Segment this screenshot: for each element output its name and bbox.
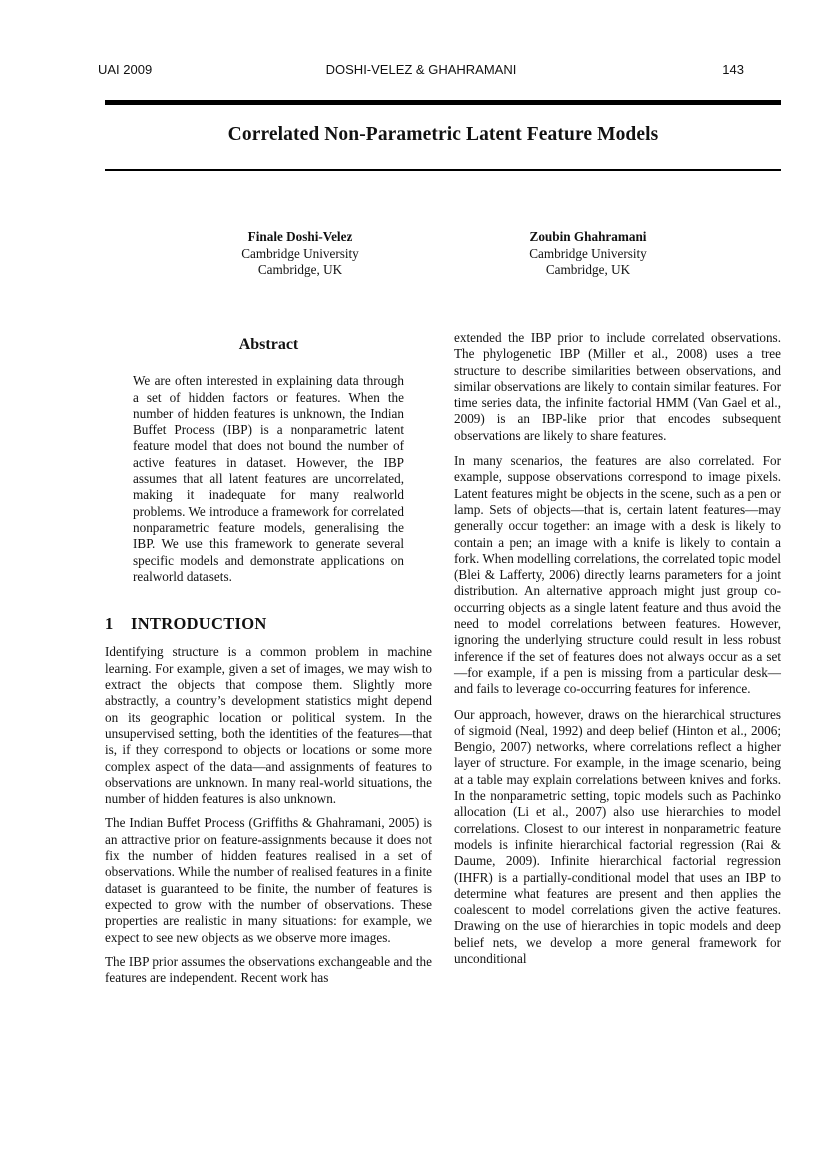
paper-title: Correlated Non-Parametric Latent Feature Models xyxy=(227,124,659,145)
paragraph: In many scenarios, the features are also correlated. For example, suppose observations correspond to image pixels. Latent features might be objects in the scene, such as a pen or lamp. Sets of objects—that is, certain latent features—may generally occur together: an image with a desk is likely to contain a pen; an image with a knife is likely to contain a fork. When modelling correlations, the correlated topic model (Blei & Lafferty, 2006) directly learns parameters for a joint distribution. An alternative approach might just group co-occurring objects as a single latent feature and thus avoid the need to model correlations between features. However, ignoring the underlying structure could result in less robust inference if the set of features does not always occur as a set—for example, if a pen is missing from a particular desk—and fails to leverage co-occurring features for inference. xyxy=(454,453,781,697)
author-affiliation: Cambridge University xyxy=(529,245,647,261)
page-number: 143 xyxy=(722,62,744,77)
author-name: Zoubin Ghahramani xyxy=(529,229,647,244)
left-column xyxy=(105,330,432,994)
paragraph: Our approach, however, draws on the hierarchical structures of sigmoid (Neal, 1992) and deep belief (Hinton et al., 2006; Bengio, 2007) networks, where correlations reflect a higher layer of structure. For example, in the image scenario, being at a table may explain correlations between knives and forks. In the nonparametric setting, topic models such as Pachinko allocation (Li et al., 2007) also use hierarchies to model correlations. Closest to our interest in nonparametric feature models is infinite hierarchical factorial regression (Rai & Daume, 2009). Infinite hierarchical factorial regression (IHFR) is a partially-conditional model that uses an IBP to determine what features are present and then applies the coalescent to model correlations given the active features. Drawing on the use of hierarchies in topic models and deep belief nets, we develop a more general framework for unconditional xyxy=(454,706,781,966)
abstract-heading: Abstract xyxy=(238,336,299,353)
running-authors: DOSHI-VELEZ & GHAHRAMANI xyxy=(325,62,517,77)
abstract-text: We are often interested in explaining data through a set of hidden factors or features. When the number of hidden features is unknown, the Indian Buffet Process (IBP) is a nonparametric latent feature model that does not bound the number of active features in dataset. However, the IBP assumes that all latent features are uncorrelated, making it inadequate for many realworld problems. We introduce a framework for correlated nonparametric feature models, generalising the IBP. We use this framework to generate several specific models and demonstrate applications on realworld datasets. xyxy=(133,373,404,584)
section-number: 1 xyxy=(105,614,114,634)
author-location: Cambridge, UK xyxy=(257,262,343,277)
right-column xyxy=(454,330,781,976)
author-affiliation: Cambridge University xyxy=(241,245,359,261)
running-header xyxy=(98,62,744,80)
paragraph: The Indian Buffet Process (Griffiths & Ghahramani, 2005) is an attractive prior on feature-assignments because it does not fix the number of hidden features realised in a set of observations. While the number of realised features in a finite dataset is guaranteed to be finite, the number of features is expected to grow with the number of observations. These properties are realistic in many situations: for example, we expect to see new objects as we observe more images. xyxy=(105,815,432,945)
author-block-1 xyxy=(190,229,410,279)
paragraph: Identifying structure is a common problem in machine learning. For example, given a set of images, we may wish to extract the objects that compose them. Slightly more abstractly, a country’s development statistics might depend on its geographic location or political system. In the unsupervised setting, both the identities of the features—that is, if they correspond to objects or locations or some more complex aspect of the data—and assignments of features to observations are unknown. In many real-world situations, the number of hidden features is also unknown. xyxy=(105,644,432,807)
paragraph: The IBP prior assumes the observations exchangeable and the features are independent. Recent work has xyxy=(105,953,432,986)
section-title: INTRODUCTION xyxy=(131,614,267,634)
paragraph: extended the IBP prior to include correlated observations. The phylogenetic IBP (Miller et al., 2008) uses a tree structure to describe similarities between observations, and similar observations are likely to contain similar features. For time series data, the infinite factorial HMM (Van Gael et al., 2009) is an IBP-like prior that encodes subsequent observations are likely to share features. xyxy=(454,330,781,443)
title-top-rule xyxy=(105,100,781,105)
title-bottom-rule xyxy=(105,169,781,171)
author-block-2 xyxy=(478,229,698,279)
author-name: Finale Doshi-Velez xyxy=(247,229,353,244)
venue-label: UAI 2009 xyxy=(98,62,153,77)
section-heading xyxy=(105,616,432,632)
author-location: Cambridge, UK xyxy=(545,262,631,277)
